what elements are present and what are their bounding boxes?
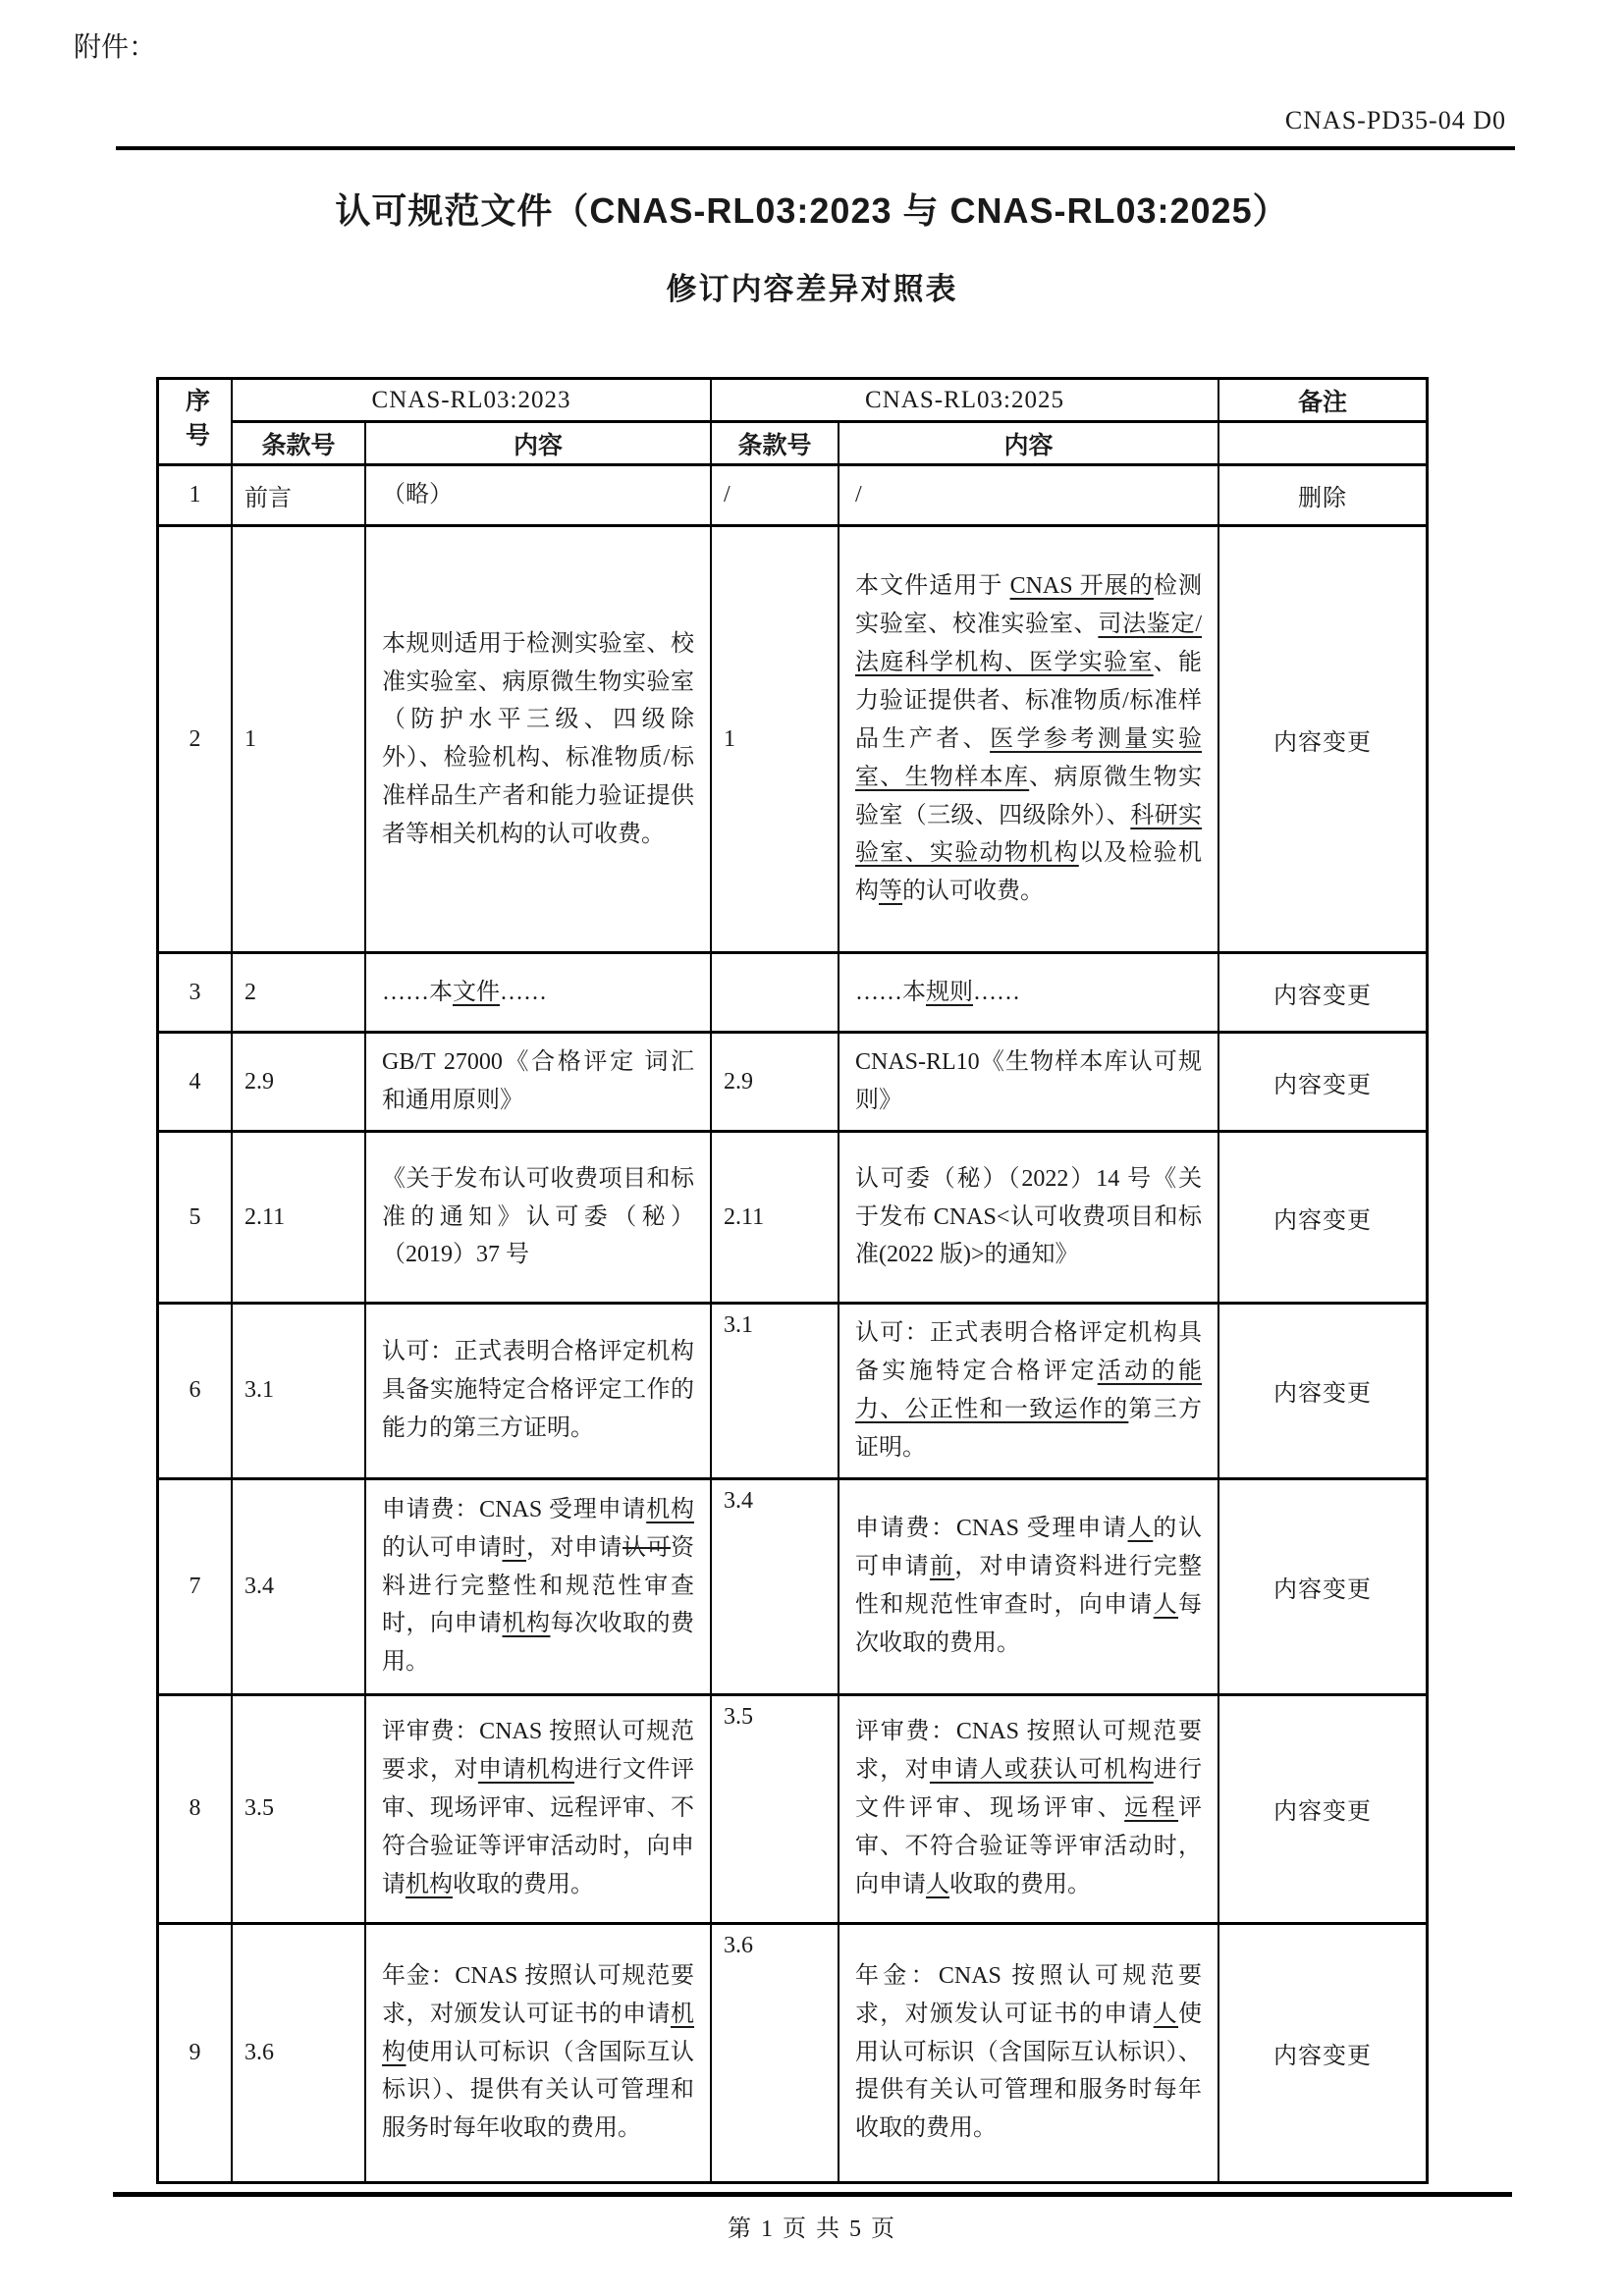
table-row <box>159 1130 1426 1302</box>
content-cell-2023: 《关于发布认可收费项目和标准的通知》认可委（秘）（2019）37 号 <box>364 1133 710 1302</box>
clause-cell-2025: 3.4 <box>710 1480 838 1693</box>
clause-cell-2023: 3.5 <box>231 1696 364 1922</box>
content-cell-2025: 年金：CNAS 按照认可规范要求，对颁发认可证书的申请人使用认可标识（含国际互认标识）、提供有关认可管理和服务时每年收取的费用。 <box>838 1925 1218 2181</box>
table-row <box>159 1693 1426 1922</box>
seq-cell: 7 <box>189 1573 201 1599</box>
header-rule <box>116 146 1515 150</box>
footer-rule <box>113 2192 1512 2197</box>
clause-cell-2023: 3.4 <box>231 1480 364 1693</box>
content-cell-2023: ……本文件…… <box>364 954 710 1031</box>
remark-cell: 内容变更 <box>1218 1480 1426 1693</box>
remark-cell: 内容变更 <box>1218 954 1426 1031</box>
page-subtitle: 修订内容差异对照表 <box>666 272 958 307</box>
header-group-2023: CNAS-RL03:2023 <box>231 380 710 420</box>
comparison-table <box>156 377 1429 2183</box>
seq-cell: 8 <box>189 1795 201 1821</box>
content-cell-2025: 认可委（秘）（2022）14 号《关于发布 CNAS<认可收费项目和标准(2022 版)>的通知》 <box>838 1133 1218 1302</box>
content-cell-2023: 认可：正式表明合格评定机构具备实施特定合格评定工作的能力的第三方证明。 <box>364 1305 710 1477</box>
table-row <box>159 1477 1426 1693</box>
clause-cell-2023: 1 <box>231 527 364 951</box>
table-header <box>159 380 1426 463</box>
attachment-label: 附件： <box>74 32 157 63</box>
clause-cell-2023: 2.9 <box>231 1034 364 1130</box>
clause-cell-2025: / <box>710 466 838 524</box>
header-content-2025: 内容 <box>838 420 1218 463</box>
clause-cell-2025: 3.1 <box>710 1305 838 1477</box>
table-row <box>159 1031 1426 1130</box>
clause-cell-2023: 3.6 <box>231 1925 364 2181</box>
content-cell-2025: / <box>838 466 1218 524</box>
content-cell-2023: （略） <box>364 466 710 524</box>
footer-page-number: 第 1 页 共 5 页 <box>728 2216 896 2242</box>
header-clause-2023: 条款号 <box>231 420 364 463</box>
remark-cell: 内容变更 <box>1218 1925 1426 2181</box>
clause-cell-2023: 前言 <box>231 466 364 524</box>
seq-cell: 4 <box>189 1068 201 1095</box>
clause-cell-2025: 2.9 <box>710 1034 838 1130</box>
content-cell-2025: 本文件适用于 CNAS 开展的检测实验室、校准实验室、司法鉴定/法庭科学机构、医学实验室、能力验证提供者、标准物质/标准样品生产者、医学参考测量实验室、生物样本库、病原微生物实验室（三级、四级除外）、科研实验室、实验动物机构以及检验机构等的认可收费。 <box>838 527 1218 951</box>
content-cell-2025: 申请费：CNAS 受理申请人的认可申请前，对申请资料进行完整性和规范性审查时，向申请人每次收取的费用。 <box>838 1480 1218 1693</box>
page-title: 认可规范文件（CNAS-RL03:2023 与 CNAS-RL03:2025） <box>335 190 1289 231</box>
doc-code: CNAS-PD35-04 D0 <box>1284 106 1506 134</box>
table-row <box>159 524 1426 951</box>
header-group-2025: CNAS-RL03:2025 <box>710 380 1218 420</box>
header-content-2023: 内容 <box>364 420 710 463</box>
remark-cell: 内容变更 <box>1218 1305 1426 1477</box>
seq-cell: 2 <box>189 725 201 752</box>
clause-cell-2025: 3.5 <box>710 1696 838 1922</box>
content-cell-2023: 本规则适用于检测实验室、校准实验室、病原微生物实验室（防护水平三级、四级除 外）、检验机构、标准物质/标准样品生产者和能力验证提供者等相关机构的认可收费。 <box>364 527 710 951</box>
content-cell-2025: CNAS-RL10《生物样本库认可规则》 <box>838 1034 1218 1130</box>
content-cell-2023: 评审费：CNAS 按照认可规范要求，对申请机构进行文件评审、现场评审、远程评审、不符合验证等评审活动时，向申请机构收取的费用。 <box>364 1696 710 1922</box>
seq-cell: 9 <box>189 2039 201 2065</box>
seq-cell: 1 <box>189 482 201 508</box>
table-row <box>159 463 1426 524</box>
table-row <box>159 1922 1426 2181</box>
header-clause-2025: 条款号 <box>710 420 838 463</box>
table-row <box>159 1302 1426 1477</box>
remark-cell: 内容变更 <box>1218 1034 1426 1130</box>
content-cell-2025: 认可：正式表明合格评定机构具备实施特定合格评定活动的能力、公正性和一致运作的第三方证明。 <box>838 1305 1218 1477</box>
table-body <box>159 463 1426 2180</box>
seq-cell: 6 <box>189 1377 201 1404</box>
clause-cell-2023: 3.1 <box>231 1305 364 1477</box>
clause-cell-2025: 2.11 <box>710 1133 838 1302</box>
remark-cell: 内容变更 <box>1218 1133 1426 1302</box>
header-remark: 备注 <box>1218 380 1426 420</box>
content-cell-2023: 年金：CNAS 按照认可规范要求，对颁发认可证书的申请机构使用认可标识（含国际互认标识）、提供有关认可管理和服务时每年收取的费用。 <box>364 1925 710 2181</box>
content-cell-2025: ……本规则…… <box>838 954 1218 1031</box>
remark-cell: 删除 <box>1218 466 1426 524</box>
clause-cell-2025: 3.6 <box>710 1925 838 2181</box>
header-seq: 序号 <box>182 387 209 456</box>
remark-cell: 内容变更 <box>1218 527 1426 951</box>
table-row <box>159 951 1426 1031</box>
clause-cell-2023: 2 <box>231 954 364 1031</box>
seq-cell: 3 <box>189 979 201 1005</box>
header-remark-sub <box>1218 420 1426 463</box>
clause-cell-2025: 1 <box>710 527 838 951</box>
content-cell-2023: GB/T 27000《合格评定 词汇和通用原则》 <box>364 1034 710 1130</box>
clause-cell-2025 <box>710 954 838 1031</box>
remark-cell: 内容变更 <box>1218 1696 1426 1922</box>
clause-cell-2023: 2.11 <box>231 1133 364 1302</box>
content-cell-2025: 评审费：CNAS 按照认可规范要求，对申请人或获认可机构进行文件评审、现场评审、远程评审、不符合验证等评审活动时，向申请人收取的费用。 <box>838 1696 1218 1922</box>
content-cell-2023: 申请费：CNAS 受理申请机构的认可申请时，对申请认可资料进行完整性和规范性审查时，向申请机构每次收取的费用。 <box>364 1480 710 1693</box>
seq-cell: 5 <box>189 1203 201 1230</box>
